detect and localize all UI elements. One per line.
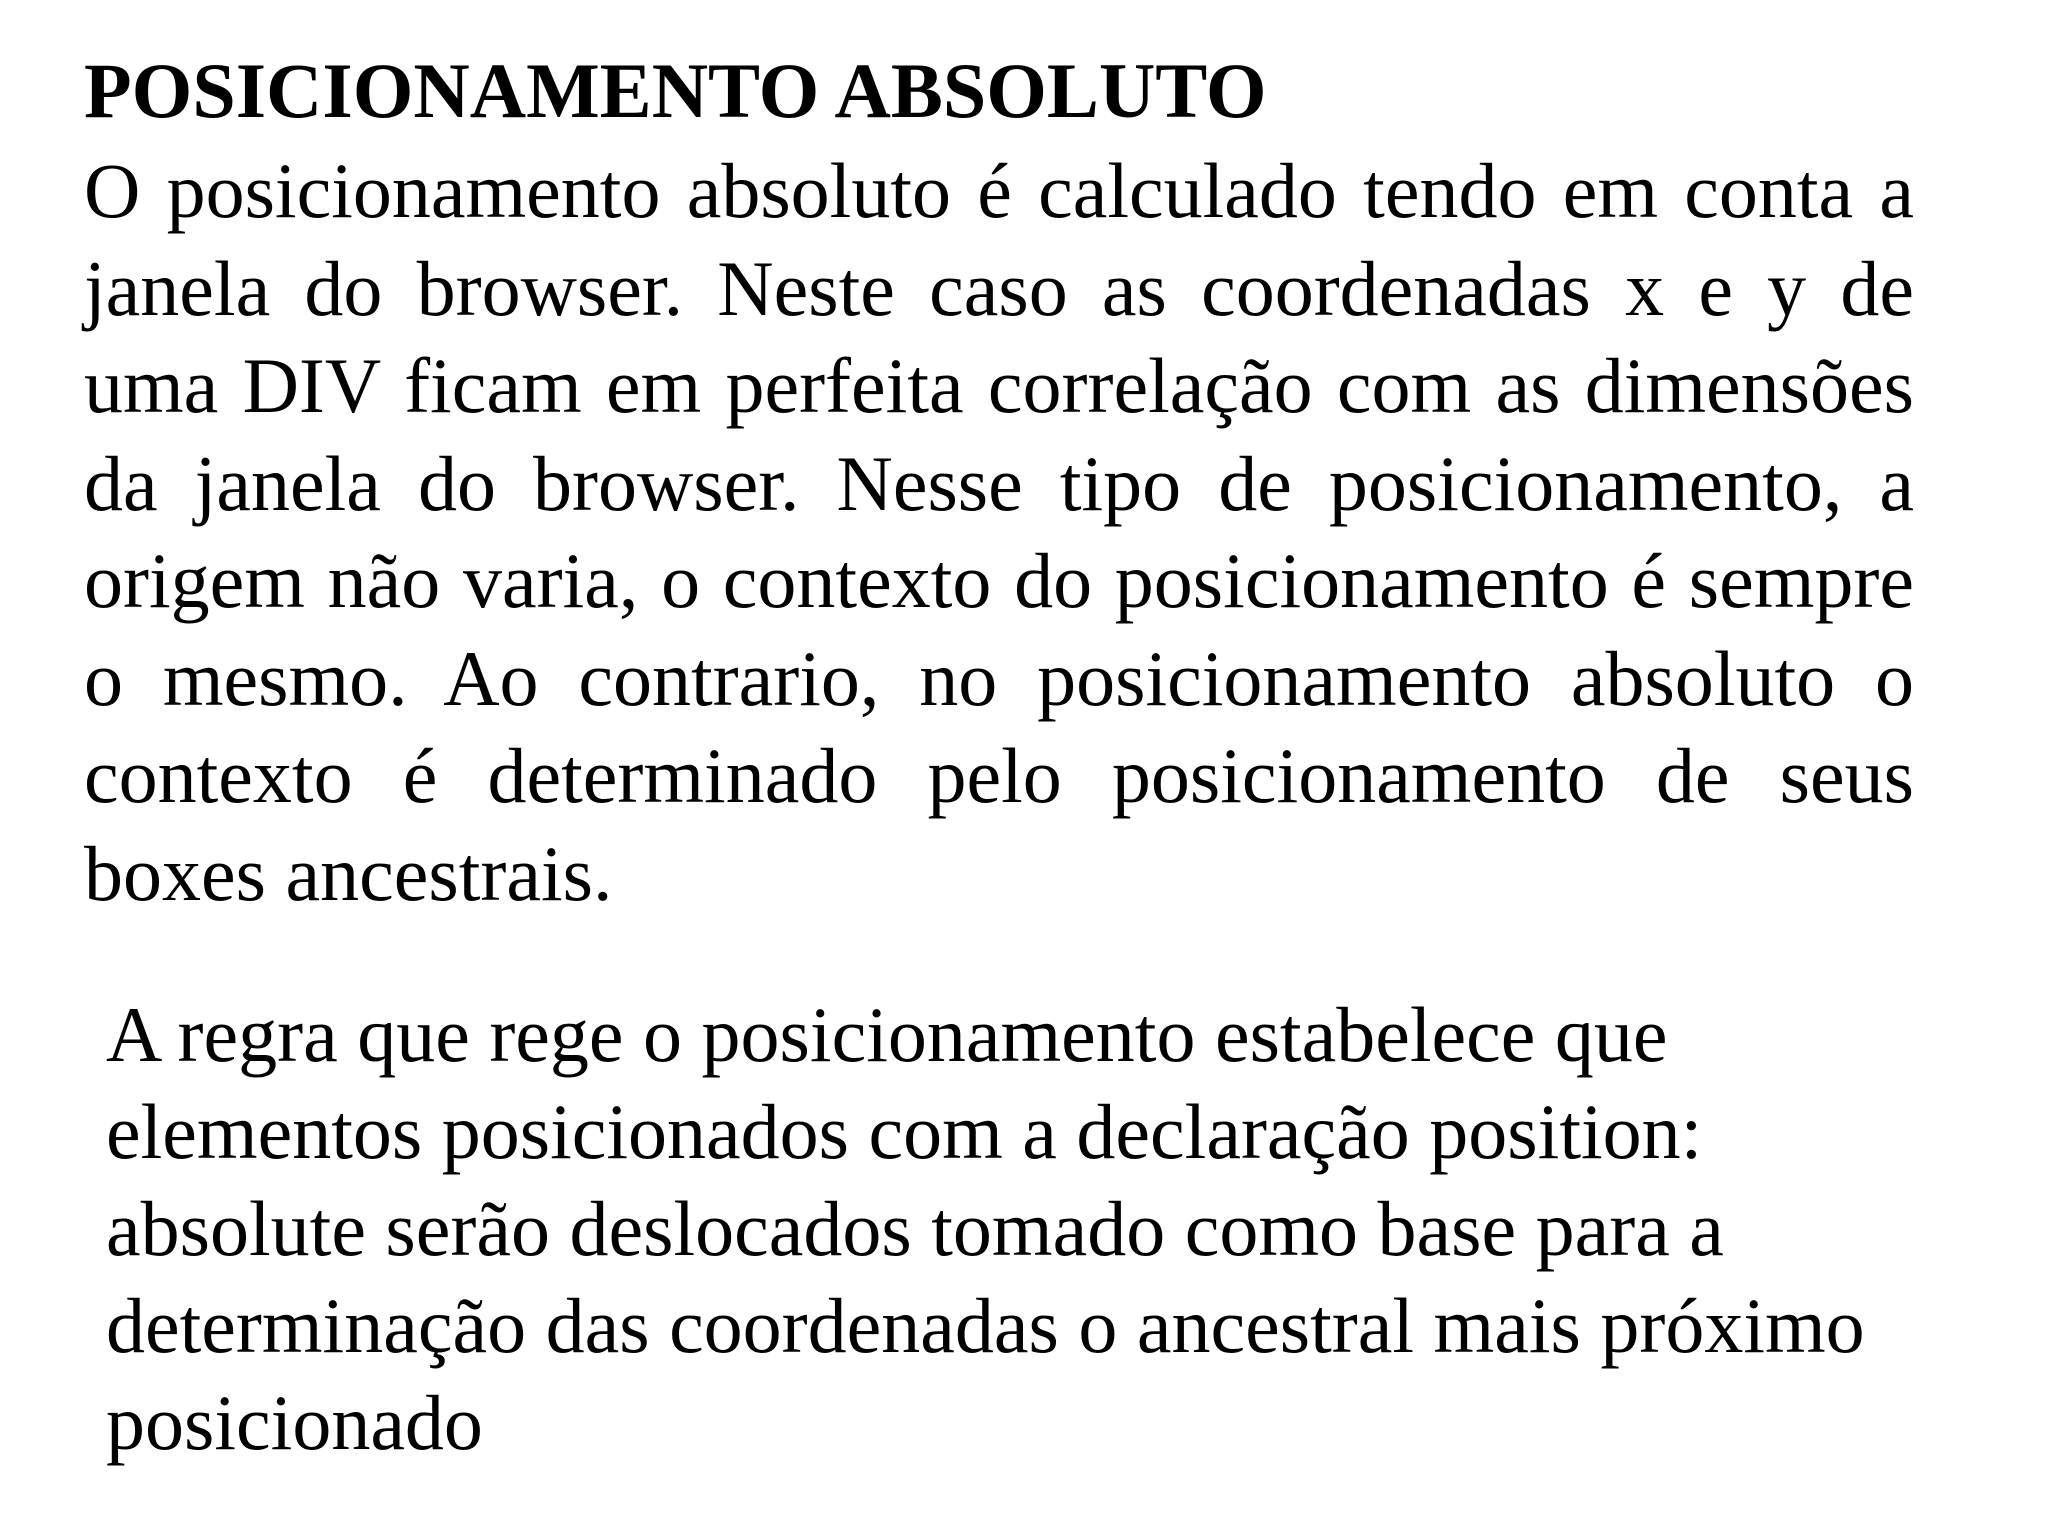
rule-paragraph-line: determinação das coordenadas o ancestral mais próximo [106, 1282, 1865, 1369]
slide-title: POSICIONAMENTO ABSOLUTO [84, 47, 1267, 134]
rule-paragraph-line: posicionado [106, 1379, 483, 1466]
rule-paragraph-line: elementos posicionados com a declaração position: [106, 1088, 1703, 1175]
main-paragraph: O posicionamento absoluto é calculado tendo em conta a janela do browser. Neste caso as coordenadas x e y de uma DIV ficam em perfeita correlação com as dimensões da janela do browser. Nesse tipo de posicionamento, a origem não varia, o contexto do posicionamento é sempre o mesmo. Ao contrario, no posicionamento absoluto o contexto é determinado pelo posicionamento de seus boxes ancestrais. [84, 147, 1914, 917]
rule-paragraph [106, 986, 1936, 1471]
rule-paragraph-line: absolute serão deslocados tomado como base para a [106, 1185, 1724, 1272]
rule-paragraph-line: A regra que rege o posicionamento estabelece que [106, 991, 1668, 1078]
